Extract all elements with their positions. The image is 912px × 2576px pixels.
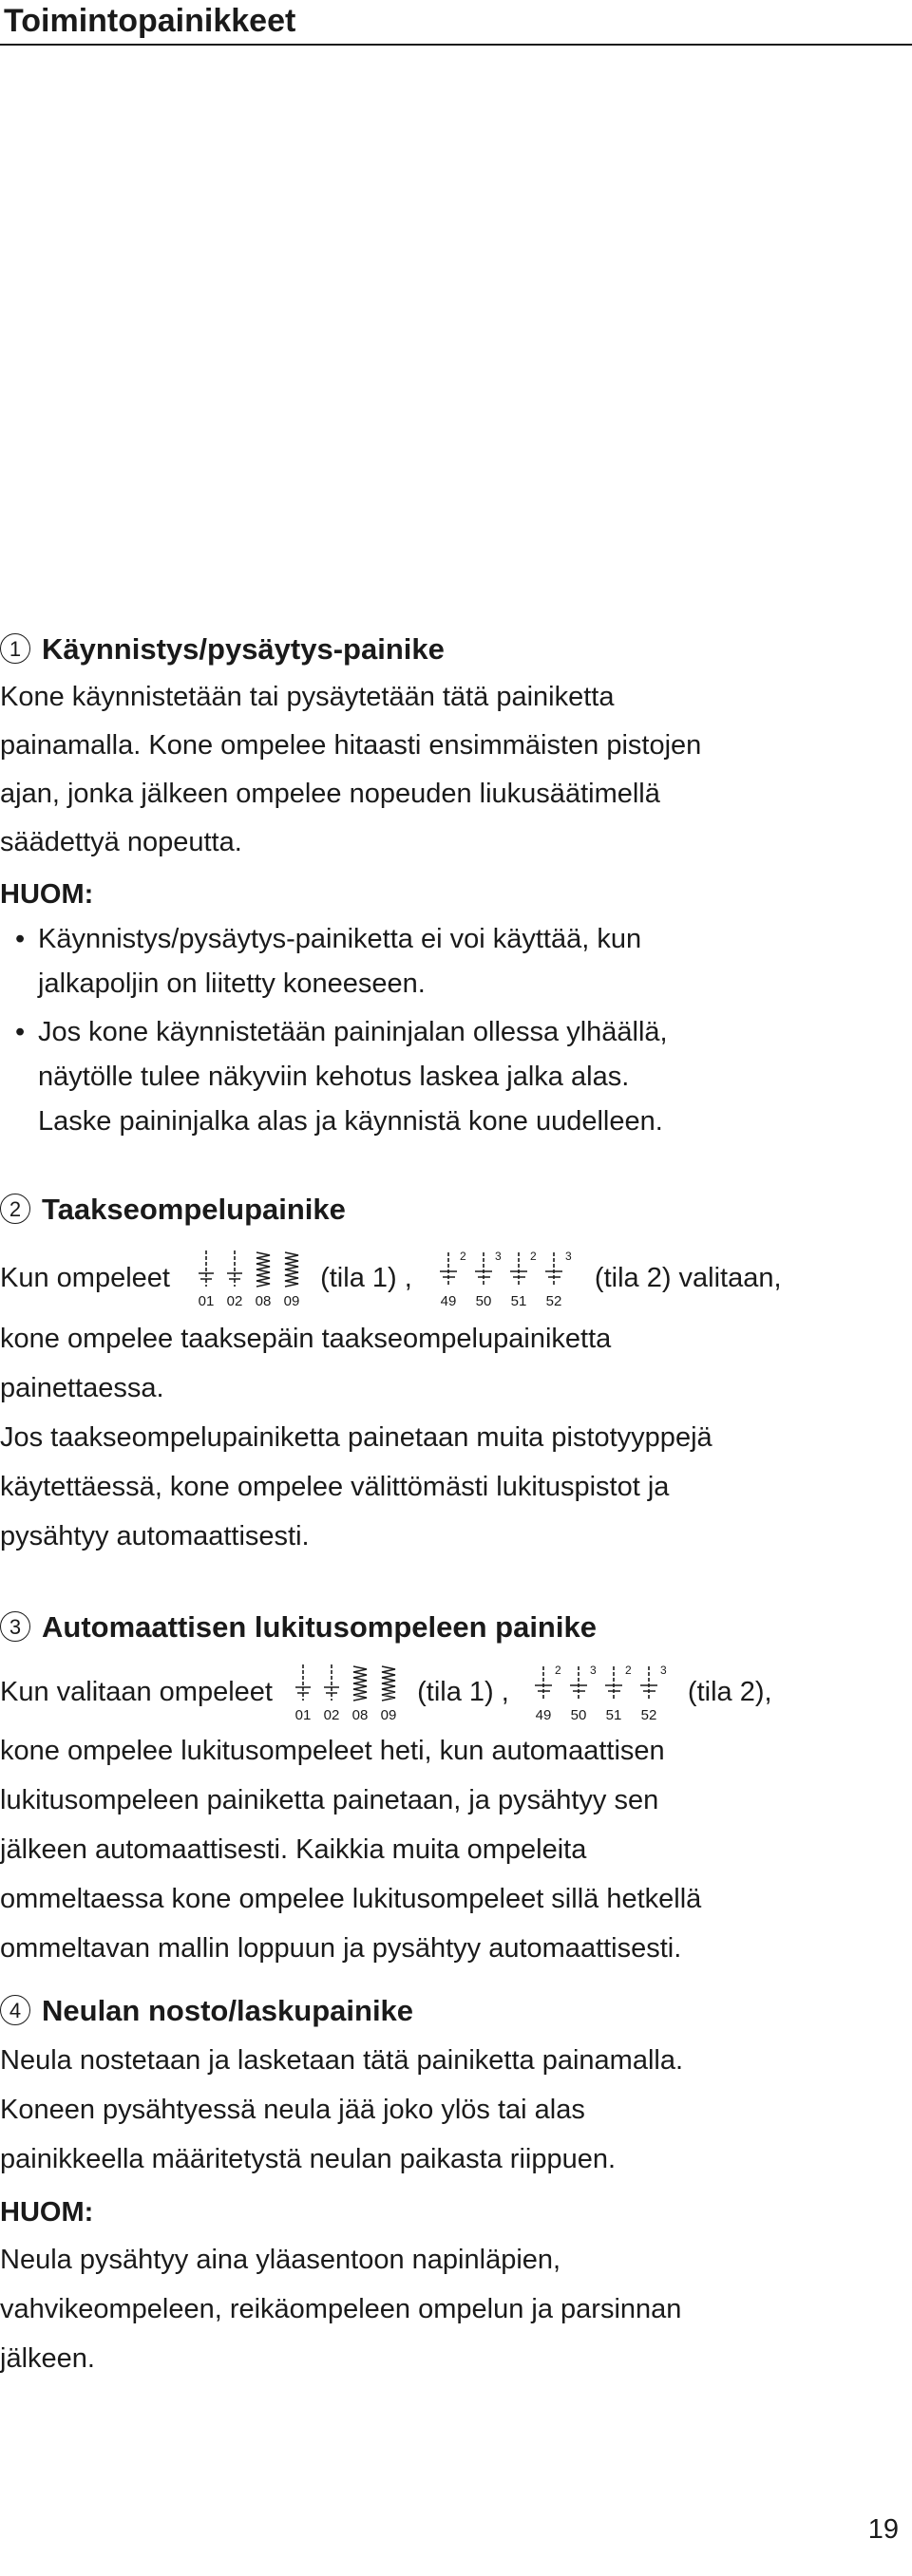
stitch-group-mode1 — [193, 1249, 307, 1309]
section-heading — [0, 1992, 413, 2030]
stitch-mode-number: 2 — [554, 1664, 561, 1678]
stitch-code: 49 — [440, 1293, 457, 1310]
body-line: ommeltaessa kone ompelee lukitusompeleet sillä hetkellä — [0, 1884, 702, 1914]
note-line: Neula pysähtyy aina yläasentoon napinläpien, — [0, 2245, 561, 2275]
body-line: käytettäessä, kone ompelee välittömästi lukituspistot ja — [0, 1472, 670, 1502]
stitch-group-mode1 — [290, 1663, 404, 1723]
stitch-code: 08 — [352, 1707, 369, 1724]
stitch-mode-number: 3 — [564, 1250, 572, 1264]
section-number: 1 — [0, 633, 30, 664]
zigzag-stitch — [256, 1252, 270, 1287]
stitch-selection-line — [0, 1662, 772, 1722]
section-heading — [0, 1608, 597, 1646]
bullet-dot: • — [15, 1017, 26, 1047]
body-line: säädettyä nopeutta. — [0, 827, 242, 857]
stitch-mode-number: 3 — [659, 1664, 667, 1678]
body-line: painikkeella määritetystä neulan paikasta riippuen. — [0, 2144, 617, 2174]
zigzag-stitch — [285, 1252, 298, 1287]
stitch-code: 50 — [570, 1707, 587, 1724]
section-heading-text: Käynnistys/pysäytys-painike — [42, 632, 445, 666]
body-line: ommeltavan mallin loppuun ja pysähtyy automaattisesti. — [0, 1933, 682, 1964]
body-line: jälkeen automaattisesti. Kaikkia muita ompeleita — [0, 1834, 587, 1865]
page-title — [0, 0, 912, 42]
stitch-icons-2 — [435, 1249, 578, 1309]
page-number: 19 — [867, 2514, 899, 2545]
body-line: painamalla. Kone ompelee hitaasti ensimmäisten pistojen — [0, 730, 702, 761]
stitch-group-mode2 — [530, 1663, 673, 1723]
stitch-code: 51 — [605, 1707, 622, 1724]
body-line: Jos taakseompelupainiketta painetaan muita pistotyyppejä — [0, 1422, 712, 1453]
mode2-text: (tila 2), — [687, 1677, 772, 1707]
stitch-mode-number: 2 — [459, 1250, 466, 1264]
section-heading — [0, 1191, 346, 1229]
zigzag-stitch — [382, 1666, 395, 1701]
bullet-line: näytölle tulee näkyviin kehotus laskea jalka alas. — [38, 1062, 630, 1092]
page-title-text: Toimintopainikkeet — [4, 3, 296, 39]
stitch-code: 01 — [294, 1707, 312, 1724]
bullet-dot: • — [15, 924, 26, 954]
note-line: jälkeen. — [0, 2343, 95, 2374]
stitch-mode-number: 2 — [624, 1664, 632, 1678]
stitch-icons-1 — [290, 1663, 404, 1723]
body-line: Kone käynnistetään tai pysäytetään tätä painiketta — [0, 682, 615, 712]
stitch-code: 02 — [226, 1293, 243, 1310]
stitch-mode-number: 2 — [529, 1250, 537, 1264]
stitch-selection-line — [0, 1248, 782, 1308]
stitch-mode-number: 3 — [589, 1664, 597, 1678]
section-heading-text: Neulan nosto/laskupainike — [42, 1994, 414, 2027]
stitch-code: 08 — [255, 1293, 272, 1310]
mode2-text: (tila 2) valitaan, — [594, 1263, 782, 1293]
note-label: HUOM: — [0, 2197, 94, 2228]
stitch-code: 09 — [380, 1707, 397, 1724]
stitch-code: 49 — [535, 1707, 552, 1724]
title-rule — [0, 44, 912, 46]
body-line: painettaessa. — [0, 1373, 164, 1403]
section-heading — [0, 630, 445, 668]
section-heading-text: Taakseompelupainike — [42, 1193, 346, 1226]
bullet-line: Jos kone käynnistetään paininjalan ollessa ylhäällä, — [38, 1017, 668, 1047]
body-line: kone ompelee taaksepäin taakseompelupainiketta — [0, 1324, 612, 1354]
section-number: 2 — [0, 1194, 30, 1224]
note-line: vahvikeompeleen, reikäompeleen ompelun ja parsinnan — [0, 2294, 682, 2324]
stitch-icons-2 — [530, 1663, 673, 1723]
body-line: Koneen pysähtyessä neula jää joko ylös tai alas — [0, 2095, 585, 2125]
stitch-code: 51 — [510, 1293, 527, 1310]
stitch-code: 52 — [640, 1707, 657, 1724]
bullet-line: Käynnistys/pysäytys-painiketta ei voi käyttää, kun — [38, 924, 642, 954]
stitch-mode-number: 3 — [494, 1250, 502, 1264]
stitch-code: 50 — [475, 1293, 492, 1310]
body-line: kone ompelee lukitusompeleet heti, kun automaattisen — [0, 1736, 665, 1766]
body-line: pysähtyy automaattisesti. — [0, 1521, 310, 1551]
body-line: ajan, jonka jälkeen ompelee nopeuden liukusäätimellä — [0, 779, 660, 809]
stitch-group-mode2 — [435, 1249, 578, 1309]
section-heading-text: Automaattisen lukitusompeleen painike — [42, 1610, 597, 1644]
intro-text: Kun ompeleet — [0, 1263, 170, 1293]
stitch-code: 01 — [198, 1293, 215, 1310]
intro-text: Kun valitaan ompeleet — [0, 1677, 273, 1707]
zigzag-stitch — [353, 1666, 367, 1701]
section-number: 3 — [0, 1611, 30, 1642]
bullet-line: Laske paininjalka alas ja käynnistä kone uudelleen. — [38, 1106, 663, 1137]
mode1-text: (tila 1) , — [320, 1263, 412, 1293]
section-number: 4 — [0, 1995, 30, 2025]
note-label: HUOM: — [0, 879, 94, 910]
stitch-icons-1 — [193, 1249, 307, 1309]
body-line: lukitusompeleen painiketta painetaan, ja pysähtyy sen — [0, 1785, 659, 1815]
body-line: Neula nostetaan ja lasketaan tätä painiketta painamalla. — [0, 2045, 684, 2076]
stitch-code: 09 — [283, 1293, 300, 1310]
mode1-text: (tila 1) , — [417, 1677, 509, 1707]
stitch-code: 02 — [323, 1707, 340, 1724]
stitch-code: 52 — [545, 1293, 562, 1310]
bullet-line: jalkapoljin on liitetty koneeseen. — [38, 968, 426, 999]
